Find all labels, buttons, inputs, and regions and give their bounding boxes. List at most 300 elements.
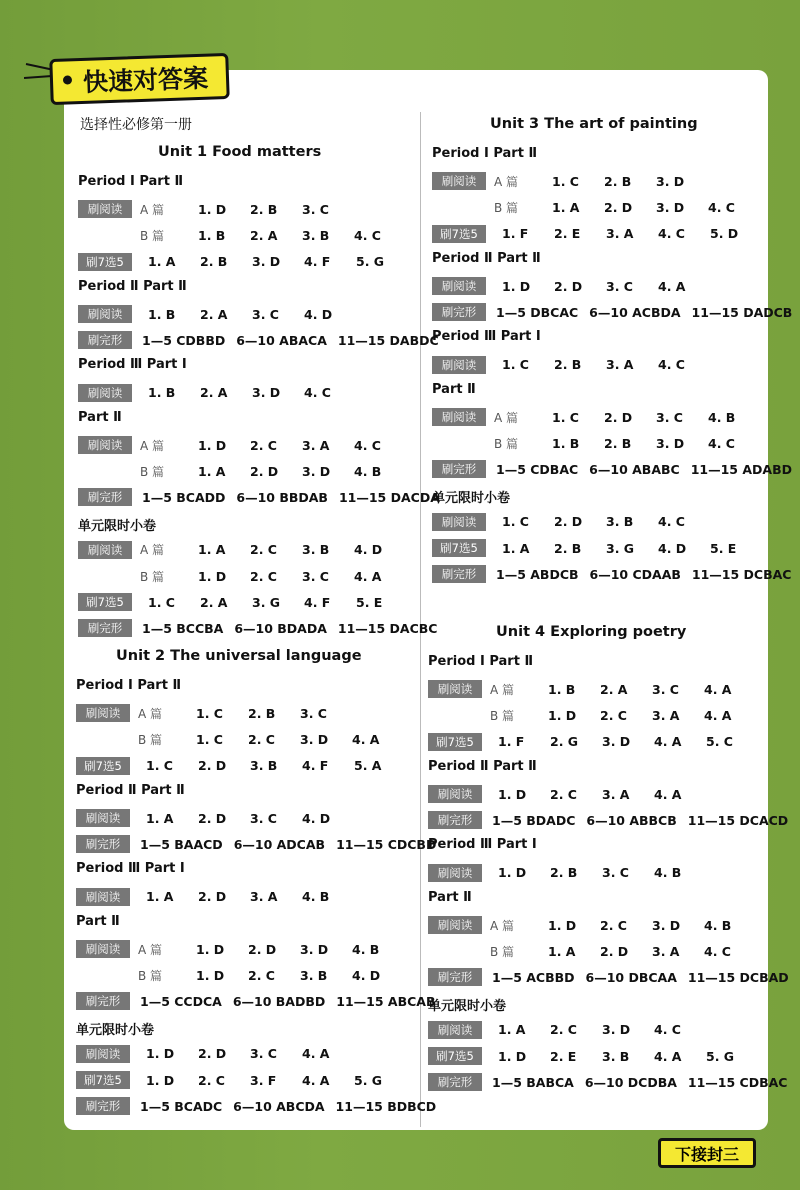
answer-item: 1. D — [548, 917, 577, 933]
footer-label: 下接封三 — [674, 1144, 739, 1164]
answer-item: 3. C — [602, 865, 629, 881]
header-title: 快速对答案 — [82, 63, 209, 97]
section-tag — [428, 950, 482, 952]
answer-item: 3. C — [302, 568, 329, 584]
answer-row — [432, 275, 710, 297]
answer-row — [78, 224, 406, 246]
answer-item: 4. D — [304, 306, 333, 322]
answer-item: 2. C — [600, 917, 627, 933]
answer-row — [428, 783, 706, 805]
answer-item: 3. F — [250, 1072, 277, 1088]
answer-item: 1. A — [148, 254, 176, 270]
passage-label: B 篇 — [490, 944, 515, 959]
answer-item: 4. B — [704, 917, 732, 933]
section-tag — [76, 738, 130, 740]
section-tag: 刷阅读 — [432, 356, 486, 374]
answer-row — [432, 458, 800, 480]
answer-item: 1. D — [198, 568, 227, 584]
continue-footer — [658, 1138, 756, 1168]
answer-sequence: 11—15 CDCBD — [336, 836, 437, 852]
answer-row — [428, 731, 758, 753]
unit-title: Unit 4 Exploring poetry — [496, 624, 687, 640]
answer-item: 4. B — [654, 865, 682, 881]
answer-row — [428, 914, 756, 936]
section-tag: 刷阅读 — [76, 704, 130, 722]
answer-item: 4. A — [302, 1046, 330, 1062]
answer-item: 1. F — [498, 734, 525, 750]
answer-item: 2. C — [550, 1022, 577, 1038]
section-tag: 刷完形 — [76, 835, 130, 853]
answer-row — [78, 460, 406, 482]
answer-row — [76, 1043, 354, 1065]
answer-sequence: 6—10 BADBD — [232, 993, 326, 1009]
answer-sequence: 11—15 DADCB — [691, 304, 793, 320]
section-tag: 刷7选5 — [76, 757, 130, 775]
answer-row — [76, 964, 404, 986]
answer-row — [428, 940, 756, 962]
section-heading: 单元限时小卷 — [76, 1022, 155, 1038]
section-tag: 刷阅读 — [76, 888, 130, 906]
answer-item: 1. C — [502, 514, 529, 530]
answer-row — [432, 432, 760, 454]
answer-sequence: 1—5 DBCAC — [496, 304, 579, 320]
passage-label: B 篇 — [138, 732, 163, 747]
answer-item: 3. C — [252, 306, 279, 322]
section-heading: Period Ⅲ Part Ⅰ — [76, 861, 185, 877]
answer-sequence: 11—15 DACBC — [337, 620, 438, 636]
answer-item: 4. A — [302, 1072, 330, 1088]
answer-item: 1. B — [198, 227, 226, 243]
answer-sequence: 1—5 CDBAC — [496, 461, 579, 477]
answer-item: 1. C — [196, 731, 223, 747]
answer-sequence: 6—10 CDAAB — [589, 566, 681, 582]
answer-item: 4. A — [704, 681, 732, 697]
section-tag: 刷完形 — [432, 303, 486, 321]
answer-item: 4. A — [352, 731, 380, 747]
answer-sequence: 1—5 ACBBD — [492, 969, 575, 985]
answer-item: 4. C — [354, 437, 381, 453]
section-tag: 刷阅读 — [428, 785, 482, 803]
answer-sequence: 1—5 ABDCB — [496, 566, 579, 582]
answer-item: 2. D — [604, 409, 633, 425]
section-tag: 刷阅读 — [78, 541, 132, 559]
answer-row — [432, 511, 710, 533]
answer-item: 3. D — [602, 1022, 631, 1038]
answer-item: 4. B — [708, 409, 736, 425]
answer-item: 4. C — [704, 943, 731, 959]
section-tag — [78, 234, 132, 236]
answer-item: 4. D — [302, 810, 331, 826]
section-heading: Part Ⅱ — [428, 889, 472, 905]
answer-item: 1. D — [196, 967, 225, 983]
section-tag: 刷完形 — [76, 1097, 130, 1115]
section-tag: 刷阅读 — [78, 305, 132, 323]
answer-item: 2. E — [550, 1048, 577, 1064]
answer-row — [78, 198, 354, 220]
answer-item: 4. B — [354, 463, 382, 479]
answer-sequence: 1—5 BCADC — [140, 1098, 223, 1114]
answer-row — [78, 434, 406, 456]
answer-item: 3. A — [606, 357, 634, 373]
answer-row — [76, 990, 446, 1012]
section-tag: 刷阅读 — [428, 680, 482, 698]
answer-item: 2. B — [250, 201, 278, 217]
answer-item: 2. C — [248, 967, 275, 983]
answer-row — [428, 678, 756, 700]
answer-sequence: 6—10 ABCDA — [233, 1098, 325, 1114]
answer-sequence: 11—15 ADABD — [690, 461, 792, 477]
answer-item: 5. E — [710, 540, 737, 556]
answer-item: 1. D — [502, 278, 531, 294]
answer-item: 3. C — [302, 201, 329, 217]
answer-item: 1. A — [548, 943, 576, 959]
answer-item: 4. A — [658, 278, 686, 294]
answer-item: 4. B — [352, 941, 380, 957]
section-tag — [432, 442, 486, 444]
passage-label: A 篇 — [140, 202, 165, 217]
answer-item: 2. A — [200, 306, 228, 322]
answer-item: 3. C — [250, 1046, 277, 1062]
answer-row — [78, 382, 356, 404]
answer-item: 3. A — [652, 707, 680, 723]
section-tag: 刷阅读 — [78, 384, 132, 402]
answer-row — [76, 755, 406, 777]
answer-item: 2. A — [200, 385, 228, 401]
answer-sequence: 11—15 DACDA — [338, 489, 440, 505]
section-tag: 刷阅读 — [432, 277, 486, 295]
answer-item: 1. D — [498, 865, 527, 881]
section-heading: Period Ⅲ Part Ⅰ — [428, 837, 537, 853]
passage-label: B 篇 — [140, 464, 165, 479]
answer-item: 3. C — [656, 409, 683, 425]
section-heading: Part Ⅱ — [78, 409, 122, 425]
answer-row — [76, 1095, 447, 1117]
answer-row — [432, 196, 760, 218]
section-heading: 单元限时小卷 — [78, 518, 157, 534]
answer-row — [432, 223, 762, 245]
answer-item: 4. A — [354, 568, 382, 584]
passage-label: A 篇 — [140, 543, 165, 558]
answer-sequence: 6—10 BBDAB — [236, 489, 328, 505]
answer-row — [428, 862, 706, 884]
section-tag: 刷完形 — [432, 460, 486, 478]
answer-item: 1. D — [146, 1046, 175, 1062]
section-tag: 刷阅读 — [432, 408, 486, 426]
answer-row — [76, 886, 354, 908]
answer-sequence: 11—15 DABDC — [337, 332, 439, 348]
section-heading: Period Ⅰ Part Ⅱ — [432, 146, 538, 161]
answer-sequence: 11—15 DCACD — [687, 812, 789, 828]
answer-sequence: 11—15 CDBAC — [687, 1074, 788, 1090]
answer-item: 5. G — [356, 254, 385, 270]
answer-row — [78, 251, 408, 273]
answer-row — [78, 565, 406, 587]
answer-item: 3. A — [302, 437, 330, 453]
passage-label: A 篇 — [494, 174, 519, 189]
answer-row — [76, 702, 352, 724]
answer-sequence: 6—10 ADCAB — [233, 836, 326, 852]
answer-item: 3. D — [656, 435, 685, 451]
answer-item: 2. G — [550, 734, 579, 750]
answer-item: 3. A — [606, 226, 634, 242]
answer-item: 3. D — [300, 941, 329, 957]
section-tag: 刷完形 — [78, 488, 132, 506]
answer-row — [78, 617, 448, 639]
answer-item: 3. D — [252, 385, 281, 401]
passage-label: B 篇 — [138, 968, 163, 983]
section-tag: 刷阅读 — [432, 172, 486, 190]
answer-item: 2. E — [554, 226, 581, 242]
quick-answer-header — [49, 53, 230, 105]
answer-item: 4. C — [658, 514, 685, 530]
answer-sequence: 6—10 ABACA — [236, 332, 327, 348]
answer-item: 2. C — [248, 731, 275, 747]
answer-item: 4. D — [352, 967, 381, 983]
answer-item: 4. D — [658, 540, 687, 556]
answer-item: 4. A — [654, 734, 682, 750]
section-heading: Period Ⅱ Part Ⅱ — [432, 250, 541, 266]
answer-item: 1. A — [502, 540, 530, 556]
answer-item: 4. D — [354, 542, 383, 558]
answer-row — [432, 537, 762, 559]
answer-item: 1. A — [198, 463, 226, 479]
answer-item: 1. B — [148, 385, 176, 401]
answer-sequence: 11—15 ABCAB — [336, 993, 436, 1009]
answer-item: 4. C — [304, 385, 331, 401]
section-heading: 单元限时小卷 — [432, 490, 511, 506]
answer-item: 1. C — [146, 758, 173, 774]
section-tag: 刷完形 — [76, 992, 130, 1010]
section-tag: 刷阅读 — [428, 1021, 482, 1039]
answer-item: 2. B — [604, 435, 632, 451]
answer-item: 3. D — [652, 917, 681, 933]
answer-row — [76, 728, 404, 750]
answer-row — [432, 406, 760, 428]
answer-item: 2. B — [200, 254, 228, 270]
section-tag: 刷完形 — [78, 619, 132, 637]
section-heading: Part Ⅱ — [432, 381, 476, 397]
answer-item: 3. G — [252, 594, 281, 610]
answer-item: 5. C — [706, 734, 733, 750]
answer-row — [76, 1069, 406, 1091]
answer-item: 5. E — [356, 594, 383, 610]
section-tag — [78, 470, 132, 472]
answer-item: 3. B — [302, 227, 330, 243]
answer-sequence: 1—5 BDADC — [492, 812, 576, 828]
answer-item: 4. A — [654, 1048, 682, 1064]
section-tag: 刷7选5 — [432, 225, 486, 243]
passage-label: B 篇 — [140, 569, 165, 584]
passage-label: A 篇 — [490, 918, 515, 933]
answer-item: 2. C — [250, 568, 277, 584]
answer-item: 2. D — [250, 463, 279, 479]
section-tag: 刷7选5 — [432, 539, 486, 557]
answer-sequence: 6—10 DBCAA — [585, 969, 677, 985]
section-heading: 单元限时小卷 — [428, 998, 507, 1014]
passage-label: A 篇 — [140, 438, 165, 453]
answer-sequence: 11—15 DCBAC — [691, 566, 792, 582]
answer-item: 3. D — [302, 463, 331, 479]
book-title: 选择性必修第一册 — [80, 117, 192, 133]
answer-item: 1. B — [552, 435, 580, 451]
answer-item: 4. C — [658, 357, 685, 373]
answer-item: 5. G — [354, 1072, 383, 1088]
answer-item: 1. A — [552, 199, 580, 215]
answer-item: 1. D — [198, 201, 227, 217]
answer-item: 1. D — [146, 1072, 175, 1088]
section-tag: 刷7选5 — [78, 593, 132, 611]
answer-item: 1. C — [552, 409, 579, 425]
section-tag: 刷阅读 — [78, 200, 132, 218]
section-tag: 刷阅读 — [428, 916, 482, 934]
section-tag: 刷完形 — [428, 811, 482, 829]
answer-row — [428, 966, 800, 988]
answer-row — [76, 807, 354, 829]
passage-label: A 篇 — [138, 942, 163, 957]
answer-item: 2. D — [198, 758, 227, 774]
answer-item: 1. C — [148, 594, 175, 610]
answer-item: 3. D — [300, 731, 329, 747]
section-tag — [428, 714, 482, 716]
answer-sequence: 1—5 CCDCA — [140, 993, 222, 1009]
section-tag — [432, 206, 486, 208]
answer-item: 3. C — [606, 278, 633, 294]
section-tag: 刷阅读 — [76, 940, 130, 958]
answer-item: 2. D — [198, 1046, 227, 1062]
answer-item: 2. C — [250, 542, 277, 558]
answer-item: 4. A — [704, 707, 732, 723]
answer-item: 2. C — [198, 1072, 225, 1088]
answer-sequence: 6—10 DCDBA — [584, 1074, 677, 1090]
section-tag: 刷完形 — [428, 1073, 482, 1091]
answer-item: 4. C — [654, 1022, 681, 1038]
answer-item: 2. D — [600, 943, 629, 959]
answer-item: 3. A — [602, 786, 630, 802]
answer-item: 1. A — [146, 810, 174, 826]
answer-item: 4. C — [354, 227, 381, 243]
section-tag: 刷阅读 — [76, 1045, 130, 1063]
answer-row — [428, 1045, 758, 1067]
bullet-icon — [63, 75, 72, 84]
answer-item: 1. D — [548, 707, 577, 723]
answer-item: 4. C — [708, 199, 735, 215]
answer-item: 2. D — [554, 514, 583, 530]
answer-sequence: 6—10 ACBDA — [589, 304, 681, 320]
section-tag: 刷7选5 — [76, 1071, 130, 1089]
answer-item: 2. A — [200, 594, 228, 610]
section-heading: Period Ⅱ Part Ⅱ — [78, 278, 187, 294]
answer-row — [78, 303, 356, 325]
answer-row — [78, 329, 450, 351]
section-tag: 刷7选5 — [428, 733, 482, 751]
answer-item: 1. C — [196, 705, 223, 721]
answer-item: 3. A — [250, 889, 278, 905]
answer-item: 2. D — [554, 278, 583, 294]
answer-row — [76, 938, 404, 960]
answer-item: 3. B — [300, 967, 328, 983]
answer-item: 2. B — [554, 540, 582, 556]
section-heading: Period Ⅰ Part Ⅱ — [78, 174, 184, 189]
answer-item: 4. B — [302, 889, 330, 905]
answer-item: 1. D — [196, 941, 225, 957]
answer-item: 1. D — [498, 1048, 527, 1064]
answer-item: 2. B — [604, 173, 632, 189]
answer-item: 1. C — [502, 357, 529, 373]
answer-item: 5. G — [706, 1048, 735, 1064]
answer-item: 2. B — [550, 865, 578, 881]
passage-label: A 篇 — [494, 410, 519, 425]
section-tag: 刷阅读 — [78, 436, 132, 454]
unit-title: Unit 3 The art of painting — [490, 116, 698, 132]
answer-item: 2. C — [550, 786, 577, 802]
answer-sequence: 1—5 BAACD — [140, 836, 223, 852]
answer-sequence: 1—5 BCCBA — [142, 620, 224, 636]
passage-label: A 篇 — [138, 706, 163, 721]
answer-item: 1. B — [148, 306, 176, 322]
answer-sequence: 1—5 BABCA — [492, 1074, 574, 1090]
answer-sequence: 1—5 BCADD — [142, 489, 226, 505]
answer-item: 2. A — [250, 227, 278, 243]
answer-row — [78, 591, 408, 613]
answer-item: 1. F — [502, 226, 529, 242]
passage-label: B 篇 — [494, 436, 519, 451]
answer-item: 4. F — [304, 594, 331, 610]
answer-sequence: 11—15 BDBCD — [335, 1098, 437, 1114]
answer-item: 4. F — [304, 254, 331, 270]
answer-item: 3. B — [250, 758, 278, 774]
section-heading: Part Ⅱ — [76, 913, 120, 929]
answer-item: 3. B — [302, 542, 330, 558]
answer-row — [78, 539, 406, 561]
section-heading: Period Ⅲ Part Ⅰ — [432, 329, 541, 345]
answer-item: 4. F — [302, 758, 329, 774]
answer-item: 3. C — [652, 681, 679, 697]
answer-sequence: 11—15 DCBAD — [687, 969, 789, 985]
section-heading: Period Ⅰ Part Ⅱ — [76, 678, 182, 693]
answer-row — [432, 301, 800, 323]
answer-item: 5. A — [354, 758, 382, 774]
section-heading: Period Ⅱ Part Ⅱ — [76, 782, 185, 798]
answer-item: 4. C — [658, 226, 685, 242]
passage-label: B 篇 — [140, 228, 165, 243]
answer-item: 1. D — [498, 786, 527, 802]
answer-item: 1. A — [498, 1022, 526, 1038]
answer-item: 3. D — [656, 199, 685, 215]
answer-item: 3. C — [300, 705, 327, 721]
answer-row — [428, 1019, 706, 1041]
answer-row — [432, 170, 708, 192]
answer-item: 2. D — [198, 810, 227, 826]
section-heading: Period Ⅱ Part Ⅱ — [428, 758, 537, 774]
section-heading: Period Ⅰ Part Ⅱ — [428, 654, 534, 669]
passage-label: A 篇 — [490, 682, 515, 697]
section-tag: 刷阅读 — [432, 513, 486, 531]
answer-item: 3. D — [656, 173, 685, 189]
answer-item: 2. A — [600, 681, 628, 697]
answer-sequence: 6—10 BDADA — [234, 620, 327, 636]
answer-row — [76, 833, 447, 855]
answer-item: 2. D — [604, 199, 633, 215]
answer-item: 3. D — [252, 254, 281, 270]
answer-row — [78, 486, 451, 508]
unit-title: Unit 2 The universal language — [116, 648, 362, 664]
answer-item: 3. D — [602, 734, 631, 750]
answer-item: 2. B — [554, 357, 582, 373]
answer-item: 1. B — [548, 681, 576, 697]
unit-title: Unit 1 Food matters — [158, 144, 322, 160]
answer-item: 5. D — [710, 226, 739, 242]
answer-item: 2. D — [198, 889, 227, 905]
